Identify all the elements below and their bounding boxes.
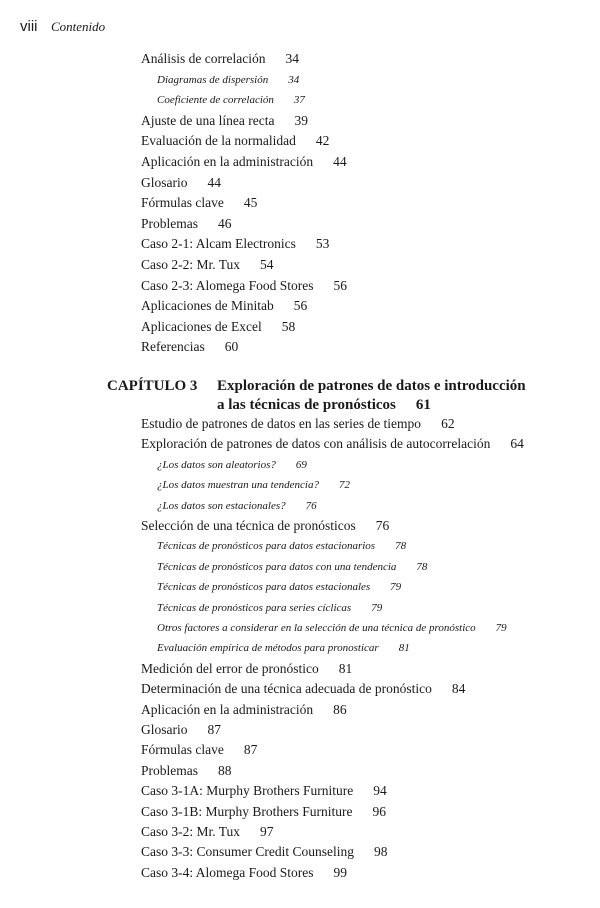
- toc-entry: [141, 195, 257, 211]
- toc-entry: [141, 113, 308, 129]
- toc-entry-page: 72: [338, 479, 350, 492]
- toc-entry-text: Evaluación de la normalidad: [141, 133, 296, 149]
- toc-entry: [157, 457, 307, 473]
- toc-entry-page: 87: [207, 722, 221, 737]
- toc-entry: [157, 538, 406, 554]
- toc-entry: [141, 154, 347, 170]
- toc-entry-text: Aplicaciones de Minitab: [141, 298, 274, 314]
- toc-entry: [157, 620, 507, 636]
- toc-entry-text: Técnicas de pronósticos para datos estacionarios: [157, 540, 376, 553]
- toc-entry-text: Glosario: [141, 722, 188, 737]
- toc-entry-text: Otros factores a considerar en la selección de una técnica de pronóstico: [157, 622, 476, 634]
- toc-entry-page: 58: [281, 318, 296, 334]
- toc-entry: [157, 72, 299, 88]
- toc-entry-text: Caso 3-2: Mr. Tux: [141, 824, 241, 839]
- toc-entry-text: Medición del error de pronóstico: [141, 660, 319, 676]
- toc-entry-text: Análisis de correlación: [141, 51, 266, 66]
- toc-entry-page: 79: [495, 622, 507, 634]
- toc-entry-page: 42: [315, 133, 330, 149]
- toc-entry: [141, 865, 347, 881]
- toc-entry: [141, 278, 347, 294]
- chapter-title-line2: a las técnicas de pronósticos: [217, 397, 396, 413]
- toc-entry: [157, 498, 317, 514]
- toc-entry-text: Caso 2-1: Alcam Electronics: [141, 236, 296, 252]
- toc-entry-page: 64: [510, 436, 524, 452]
- toc-entry-text: Aplicación en la administración: [141, 154, 314, 169]
- toc-entry-text: Técnicas de pronósticos para series cíclicas: [157, 601, 352, 614]
- toc-entry-text: Caso 3-1A: Murphy Brothers Furniture: [141, 783, 354, 799]
- toc-entry-page: 76: [305, 499, 317, 512]
- toc-entry: [141, 824, 274, 840]
- toc-entry: [141, 804, 386, 820]
- toc-entry-page: 60: [224, 339, 239, 355]
- toc-entry: [141, 844, 388, 860]
- toc-entry-page: 88: [218, 762, 232, 778]
- toc-entry-text: Aplicación en la administración: [141, 701, 314, 717]
- toc-entry-text: Evaluación empírica de métodos para pronosticar: [157, 642, 379, 655]
- chapter-page: 61: [415, 397, 431, 413]
- toc-entry-page: 99: [333, 864, 347, 880]
- toc-entry: [141, 742, 257, 758]
- toc-entry-page: 78: [395, 540, 407, 553]
- toc-entry-page: 56: [293, 298, 308, 314]
- toc-entry: [141, 661, 352, 677]
- chapter-label: CAPÍTULO 3: [107, 378, 198, 394]
- toc-entry-page: 81: [398, 642, 410, 655]
- toc-entry-text: Caso 2-3: Alomega Food Stores: [141, 277, 314, 293]
- toc-entry-page: 94: [373, 783, 387, 799]
- toc-entry-page: 78: [416, 560, 428, 573]
- toc-entry-page: 34: [288, 73, 300, 86]
- toc-entry: [141, 236, 329, 252]
- toc-entry-page: 45: [243, 195, 258, 211]
- toc-entry: [157, 640, 410, 656]
- toc-entry-page: 56: [333, 277, 347, 293]
- toc-entry-text: Selección de una técnica de pronósticos: [141, 518, 356, 533]
- chapter-heading: [107, 377, 526, 413]
- toc-entry-text: Técnicas de pronósticos para datos con una tendencia: [157, 560, 397, 573]
- chapter-title-line1: Exploración de patrones de datos e introducción: [217, 378, 526, 394]
- page-header: [20, 18, 105, 36]
- toc-entry-text: ¿Los datos muestran una tendencia?: [157, 479, 319, 492]
- toc-entry-page: 39: [294, 112, 308, 128]
- toc-entry: [141, 702, 347, 718]
- toc-entry-page: 76: [375, 518, 390, 533]
- toc-entry-page: 87: [243, 742, 258, 758]
- toc-entry-page: 96: [372, 803, 386, 819]
- toc-entry-text: Caso 3-3: Consumer Credit Counseling: [141, 844, 354, 860]
- toc-entry-page: 37: [293, 94, 305, 107]
- toc-entry: [157, 600, 382, 616]
- toc-entry: [141, 722, 221, 738]
- toc-entry: [141, 51, 299, 67]
- toc-entry: [157, 92, 305, 108]
- toc-entry-page: 79: [371, 601, 383, 614]
- toc-entry-text: Diagramas de dispersión: [157, 73, 269, 86]
- chapter-title-line2-wrap: [217, 396, 431, 415]
- toc-entry-page: 53: [315, 236, 330, 252]
- toc-entry-text: Problemas: [141, 762, 198, 778]
- toc-entry-text: Técnicas de pronósticos para datos estacionales: [157, 581, 371, 594]
- toc-entry-text: Determinación de una técnica adecuada de pronóstico: [141, 681, 432, 697]
- toc-entry-page: 62: [441, 416, 455, 431]
- toc-entry-page: 98: [374, 844, 388, 860]
- toc-entry: [141, 763, 232, 779]
- toc-entry: [141, 216, 232, 232]
- page-number: viii: [20, 18, 38, 35]
- toc-entry-text: ¿Los datos son estacionales?: [157, 499, 286, 512]
- toc-entry: [141, 518, 389, 534]
- toc-entry-page: 34: [285, 51, 299, 66]
- toc-entry-page: 84: [451, 681, 466, 697]
- toc-entry: [141, 783, 387, 799]
- toc-entry-text: Ajuste de una línea recta: [141, 112, 275, 128]
- toc-entry-page: 81: [338, 660, 353, 676]
- toc-entry: [157, 477, 350, 493]
- toc-entry-page: 54: [260, 257, 274, 272]
- toc-entry: [141, 681, 465, 697]
- toc-entry-text: Estudio de patrones de datos en las series de tiempo: [141, 416, 422, 431]
- toc-entry: [141, 339, 238, 355]
- toc-entry-page: 69: [295, 458, 307, 471]
- toc-entry-text: Fórmulas clave: [141, 742, 224, 758]
- toc-entry-page: 86: [333, 701, 347, 717]
- toc-entry-page: 44: [333, 154, 347, 169]
- toc-entry-text: Caso 3-4: Alomega Food Stores: [141, 864, 314, 880]
- toc-entry: [141, 175, 221, 191]
- toc-entry-text: Caso 3-1B: Murphy Brothers Furniture: [141, 803, 353, 819]
- toc-entry: [141, 298, 307, 314]
- toc-entry: [141, 133, 329, 149]
- toc-entry: [141, 257, 274, 273]
- toc-entry-text: Aplicaciones de Excel: [141, 318, 262, 334]
- toc-entry-page: 44: [207, 174, 221, 190]
- toc-entry-text: ¿Los datos son aleatorios?: [157, 458, 276, 471]
- toc-entry-text: Exploración de patrones de datos con análisis de autocorrelación: [141, 436, 491, 452]
- toc-entry-text: Coeficiente de correlación: [157, 94, 274, 107]
- toc-entry: [141, 416, 455, 432]
- toc-entry-page: 79: [390, 581, 402, 594]
- toc-entry: [157, 559, 427, 575]
- toc-entry-text: Glosario: [141, 174, 188, 190]
- toc-entry: [157, 579, 401, 595]
- toc-entry-page: 46: [218, 215, 232, 231]
- toc-entry-text: Problemas: [141, 215, 198, 231]
- toc-entry-text: Fórmulas clave: [141, 195, 224, 211]
- toc-entry: [141, 319, 295, 335]
- toc-entry: [141, 436, 524, 452]
- running-title: Contenido: [51, 19, 106, 34]
- toc-entry-text: Referencias: [141, 339, 205, 355]
- toc-entry-text: Caso 2-2: Mr. Tux: [141, 257, 241, 272]
- toc-entry-page: 97: [260, 824, 274, 839]
